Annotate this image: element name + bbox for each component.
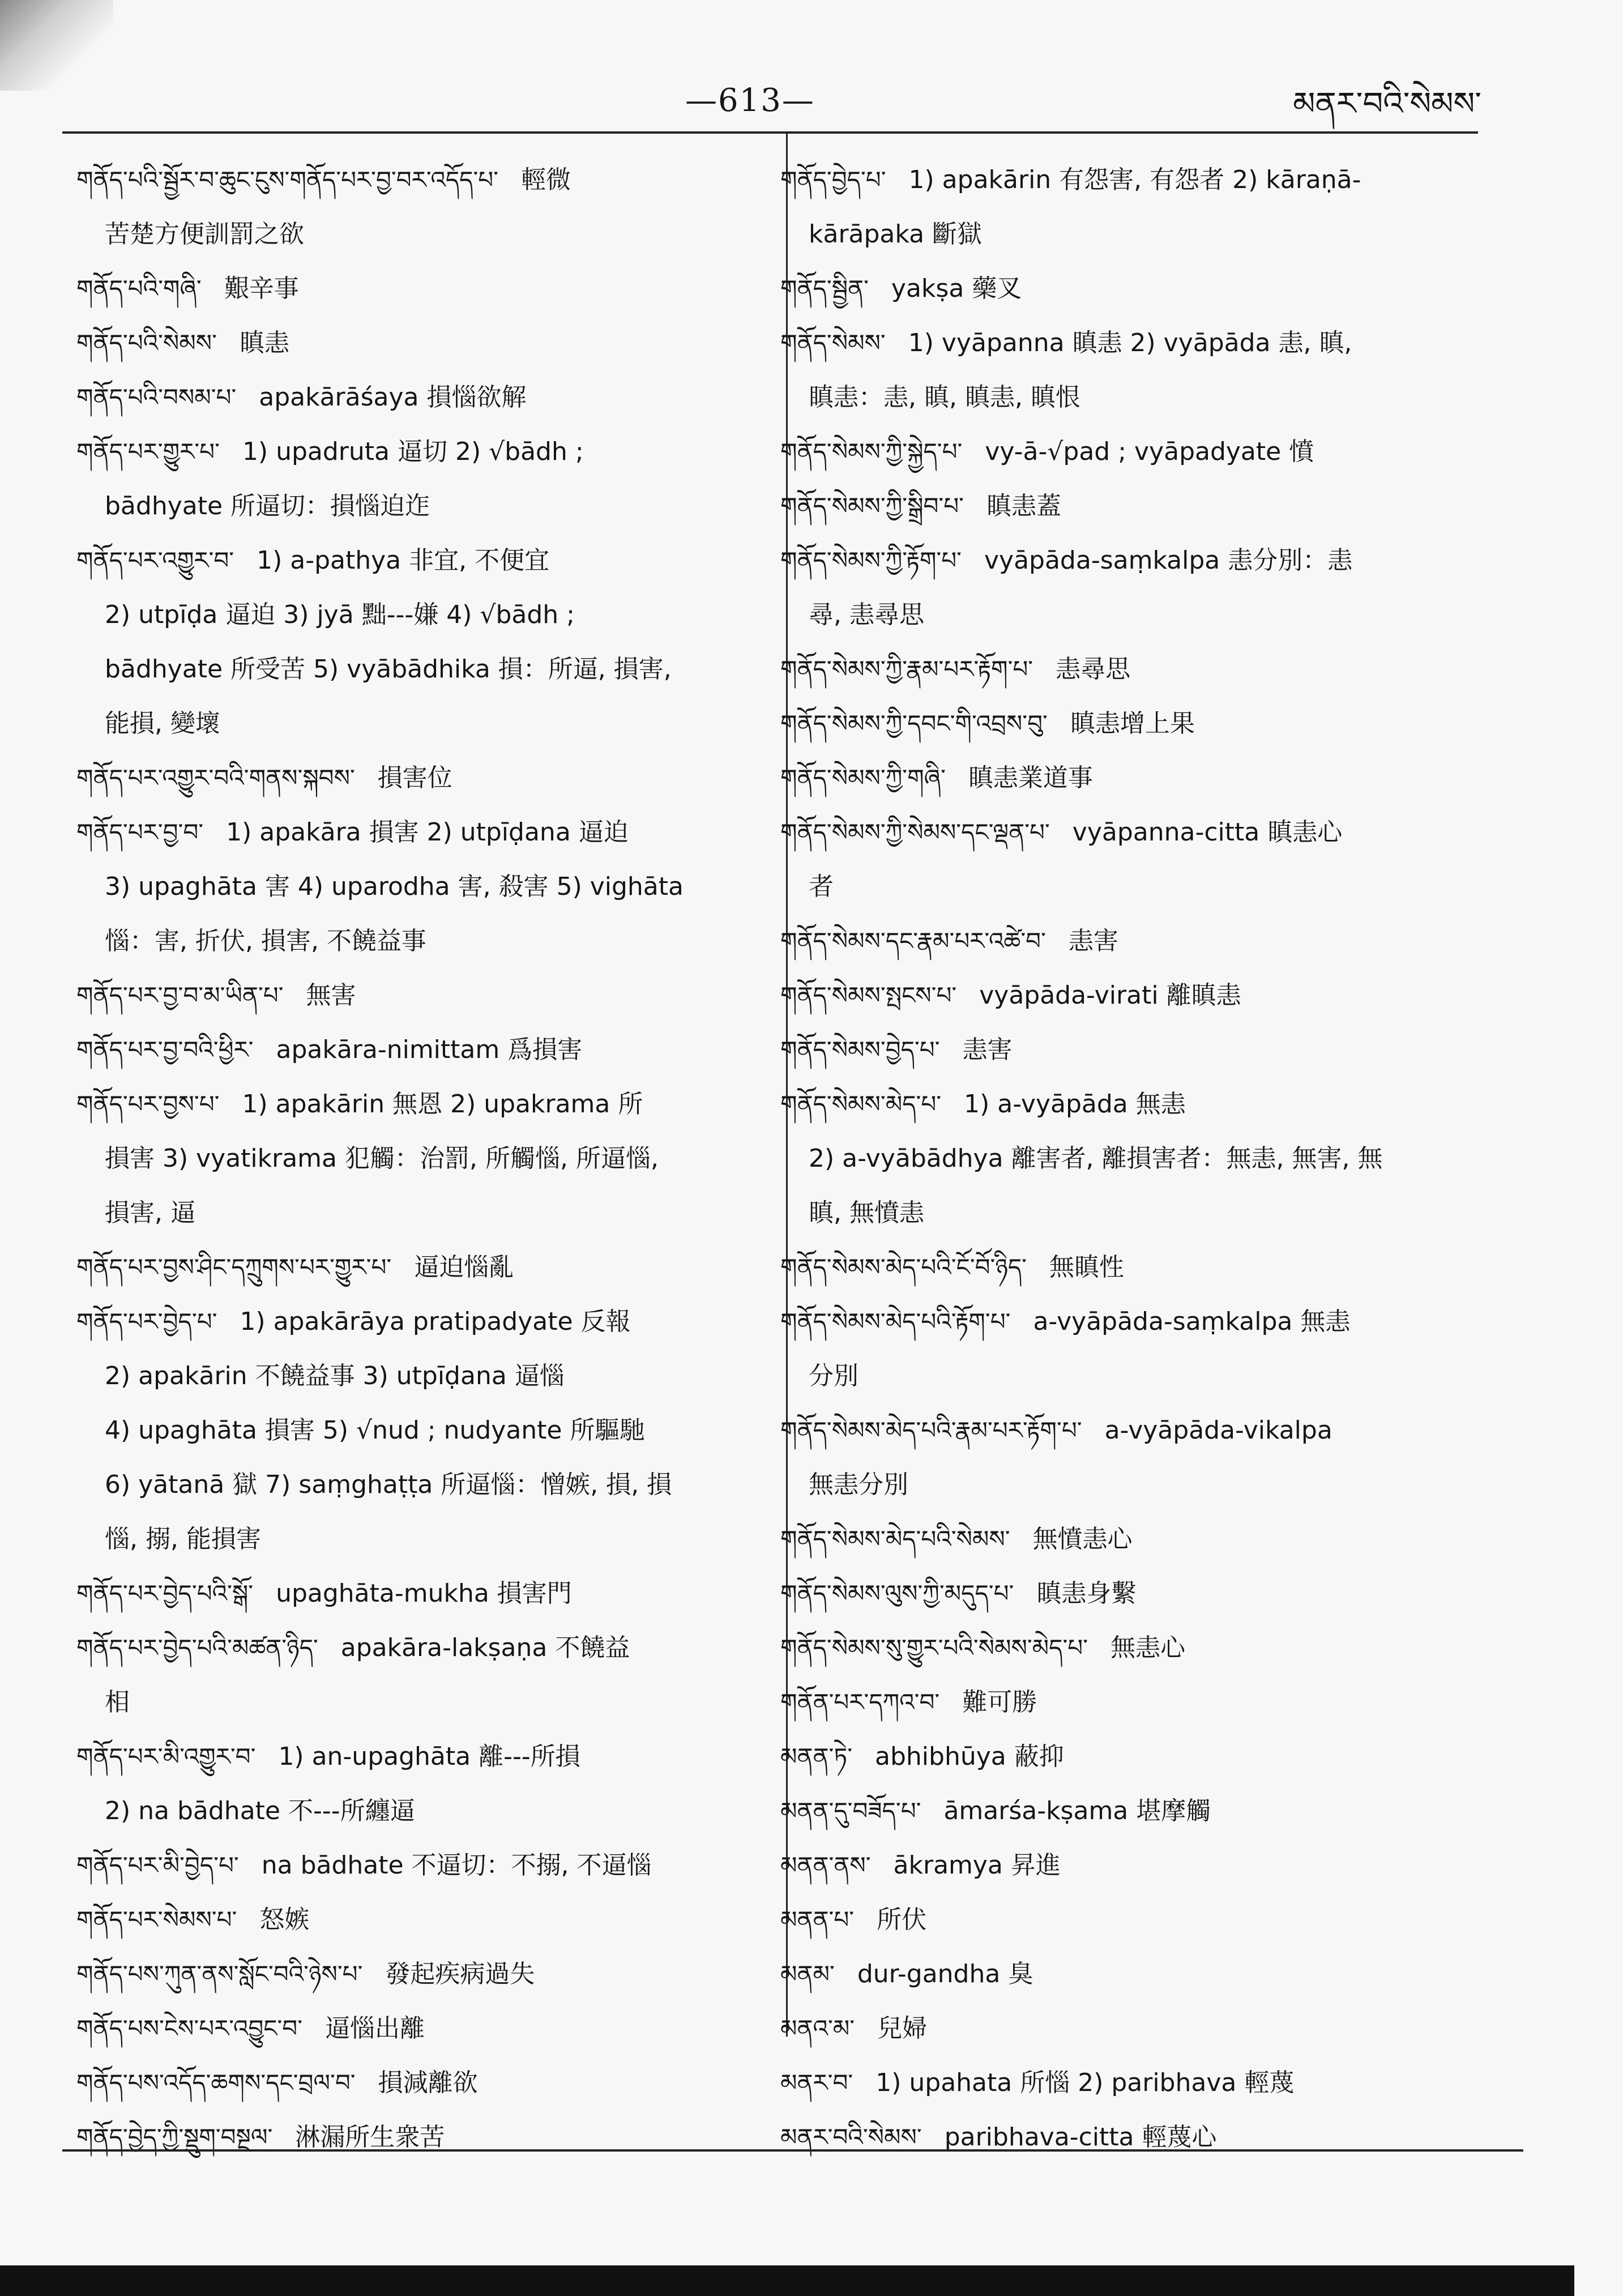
entry-first-line xyxy=(780,697,1477,751)
tibetan-headword: མནར་བ་ xyxy=(780,2069,853,2097)
entry-first-line xyxy=(780,1784,1477,1838)
definition-text: 1) vyāpanna 瞋恚 2) vyāpāda 恚, 瞋, xyxy=(908,328,1352,357)
tibetan-headword: གནོད་པར་གྱུར་པ་ xyxy=(76,438,220,466)
entry-first-line xyxy=(76,1240,773,1295)
entry-first-line xyxy=(76,1893,773,1947)
definition-text: 瞋恚：恚, 瞋, 瞋恚, 瞋恨 xyxy=(809,383,1080,412)
dictionary-entry xyxy=(76,1077,773,1240)
definition-text: apakāra-nimittam 爲損害 xyxy=(276,1035,583,1064)
tibetan-headword: གནོད་སེམས་དང་རྣམ་པར་འཚེ་བ་ xyxy=(780,927,1046,955)
tibetan-headword: གནོད་སེམས་ཀྱི་སེམས་དང་ལྡན་པ་ xyxy=(780,818,1050,846)
definition-text: 瞋恚業道事 xyxy=(968,763,1093,792)
entry-first-line xyxy=(780,316,1477,370)
entry-first-line xyxy=(780,1947,1477,2001)
entry-first-line xyxy=(780,479,1477,534)
definition-text: 1) an-upaghāta 離---所損 xyxy=(278,1742,580,1771)
tibetan-headword: གནོད་སེམས་མེད་པའི་རྟོག་པ་ xyxy=(780,1308,1011,1335)
definition-text: dur-gandha 臭 xyxy=(857,1960,1033,1988)
entry-first-line xyxy=(76,370,773,425)
dictionary-entry xyxy=(780,1621,1477,1675)
tibetan-headword: གནོད་པས་འདོད་ཆགས་དང་བྲལ་བ་ xyxy=(76,2069,356,2097)
definition-text: a-vyāpāda-vikalpa xyxy=(1104,1416,1332,1445)
entry-continuation-line xyxy=(780,1349,1477,1403)
page-header xyxy=(0,0,1623,147)
tibetan-headword: གནོད་པར་འགྱུར་བ་ xyxy=(76,547,234,574)
tibetan-headword: མནའ་མ་ xyxy=(780,2015,855,2042)
entry-first-line xyxy=(780,1567,1477,1621)
definition-text: 惱：害, 折伏, 損害, 不饒益事 xyxy=(105,927,426,955)
entry-first-line xyxy=(780,968,1477,1023)
entry-first-line xyxy=(780,1675,1477,1730)
tibetan-headword: གནོད་སེམས་ལུས་ཀྱི་མདུད་པ་ xyxy=(780,1580,1014,1607)
entry-first-line xyxy=(76,1567,773,1621)
definition-text: 淋漏所生衆苦 xyxy=(295,2123,445,2152)
dictionary-entry xyxy=(780,1077,1477,1240)
entry-continuation-line xyxy=(76,860,773,914)
footer-rule xyxy=(62,2149,1523,2152)
tibetan-headword: གནོད་པར་བྱ་བའི་ཕྱིར་ xyxy=(76,1036,254,1064)
dictionary-entry xyxy=(780,1512,1477,1567)
tibetan-headword: གནོད་སེམས་ཀྱི་དབང་གི་འབྲས་བུ་ xyxy=(780,710,1048,737)
tibetan-headword: གནོད་སེམས་ཀྱི་སྒྲིབ་པ་ xyxy=(780,492,964,520)
dictionary-entry xyxy=(76,262,773,316)
entry-continuation-line xyxy=(76,1132,773,1186)
entry-continuation-line xyxy=(76,1403,773,1458)
entry-first-line xyxy=(76,425,773,479)
entry-first-line xyxy=(76,1730,773,1784)
entry-first-line xyxy=(780,805,1477,860)
dictionary-entry xyxy=(76,425,773,534)
definition-text: bādhyate 所逼切：損惱迫迮 xyxy=(105,492,430,520)
definition-text: 無恚分別 xyxy=(809,1470,908,1499)
tibetan-headword: གནོད་སེམས་བྱེད་པ་ xyxy=(780,1036,940,1064)
entry-first-line xyxy=(780,534,1477,588)
definition-text: 無恚心 xyxy=(1111,1633,1186,1662)
tibetan-headword: མནམ་ xyxy=(780,1960,835,1988)
dictionary-entry xyxy=(780,479,1477,534)
entry-continuation-line xyxy=(780,1132,1477,1186)
dictionary-entry xyxy=(780,1567,1477,1621)
entry-first-line xyxy=(76,534,773,588)
dictionary-entry xyxy=(76,370,773,425)
dictionary-entry xyxy=(780,697,1477,751)
dictionary-entry xyxy=(780,1403,1477,1512)
definition-text: 1) apakārāya pratipadyate 反報 xyxy=(240,1307,631,1336)
tibetan-headword: མནན་ནས་ xyxy=(780,1851,871,1879)
definition-text: 相 xyxy=(105,1688,130,1717)
dictionary-entry xyxy=(76,1023,773,1077)
dictionary-entry xyxy=(76,1730,773,1838)
definition-text: 瞋恚身繫 xyxy=(1036,1579,1137,1608)
dictionary-entry xyxy=(76,1893,773,1947)
definition-text: paribhava-citta 輕蔑心 xyxy=(944,2123,1217,2152)
entry-continuation-line xyxy=(780,860,1477,914)
entry-continuation-line xyxy=(780,207,1477,262)
entry-first-line xyxy=(76,1295,773,1349)
entry-continuation-line xyxy=(76,479,773,534)
definition-text: 1) a-vyāpāda 無恚 xyxy=(964,1090,1186,1119)
tibetan-headword: གནོད་བྱེད་པ་ xyxy=(780,166,886,194)
dictionary-entry xyxy=(780,2110,1477,2165)
definition-text: 損減離欲 xyxy=(378,2068,478,2097)
left-column xyxy=(76,153,773,2165)
definition-text: 瞋恚增上果 xyxy=(1070,709,1195,738)
dictionary-entry xyxy=(780,1893,1477,1947)
tibetan-headword: མནན་དུ་བཟོད་པ་ xyxy=(780,1797,921,1825)
definition-text: bādhyate 所受苦 5) vyābādhika 損：所逼, 損害, xyxy=(105,655,672,684)
dictionary-entry xyxy=(76,1567,773,1621)
entry-continuation-line xyxy=(780,1458,1477,1512)
definition-text: 損害, 逼 xyxy=(105,1198,195,1227)
entry-first-line xyxy=(780,1512,1477,1567)
tibetan-headword: གནོད་པར་བྱེད་པའི་མཚན་ཉིད་ xyxy=(76,1634,318,1662)
entry-first-line xyxy=(780,1023,1477,1077)
definition-text: 瞋恚蓋 xyxy=(986,492,1061,520)
definition-text: 損害 3) vyatikrama 犯觸：治罰, 所觸惱, 所逼惱, xyxy=(105,1144,659,1173)
tibetan-headword: མནན་ཏེ་ xyxy=(780,1743,853,1770)
entry-continuation-line xyxy=(76,1349,773,1403)
tibetan-headword: གནོན་པར་དཀའ་བ་ xyxy=(780,1688,940,1716)
definition-text: 1) upahata 所惱 2) paribhava 輕蔑 xyxy=(875,2068,1295,2097)
entry-first-line xyxy=(780,1077,1477,1132)
definition-text: 1) upadruta 逼切 2) √bādh ; xyxy=(242,437,584,466)
entry-first-line xyxy=(76,2110,773,2165)
entry-continuation-line xyxy=(76,1784,773,1838)
dictionary-entry xyxy=(76,1621,773,1730)
tibetan-headword: གནོད་པས་ངེས་པར་འབྱུང་བ་ xyxy=(76,2015,303,2042)
entry-first-line xyxy=(780,2110,1477,2165)
definition-text: 怒嫉 xyxy=(259,1905,310,1934)
tibetan-headword: གནོད་སེམས་ཀྱི་སྐྱེད་པ་ xyxy=(780,438,963,466)
entry-first-line xyxy=(76,805,773,860)
dictionary-entry xyxy=(780,1947,1477,2001)
definition-text: 恚害 xyxy=(1068,927,1118,955)
dictionary-entry xyxy=(780,2056,1477,2110)
tibetan-headword: གནོད་པར་སེམས་པ་ xyxy=(76,1906,237,1934)
dictionary-entry xyxy=(780,262,1477,316)
tibetan-headword: གནོད་པར་བྱས་པ་ xyxy=(76,1090,220,1118)
definition-text: yakṣa 藥叉 xyxy=(891,274,1022,303)
definition-text: 所伏 xyxy=(877,1905,927,1934)
definition-text: 尋, 恚尋思 xyxy=(809,600,924,629)
dictionary-entry xyxy=(780,1023,1477,1077)
definition-text: 逼迫惱亂 xyxy=(414,1253,514,1282)
dictionary-entry xyxy=(780,2001,1477,2056)
entry-continuation-line xyxy=(780,588,1477,642)
dictionary-entry xyxy=(76,1838,773,1893)
definition-text: 6) yātanā 獄 7) saṃghaṭṭa 所逼惱：憎嫉, 損, 損 xyxy=(105,1470,672,1499)
dictionary-entry xyxy=(780,1730,1477,1784)
dictionary-entry xyxy=(76,153,773,262)
definition-text: 難可勝 xyxy=(962,1688,1037,1717)
tibetan-headword: གནོད་སེམས་སུ་གྱུར་པའི་སེམས་མེད་པ་ xyxy=(780,1634,1088,1662)
tibetan-headword: གནོད་སེམས་ཀྱི་རྣམ་པར་རྟོག་པ་ xyxy=(780,655,1033,683)
dictionary-entry xyxy=(780,316,1477,425)
entry-continuation-line xyxy=(780,370,1477,425)
definition-text: 苦楚方便訓罰之欲 xyxy=(105,220,304,249)
definition-text: 惱, 搦, 能損害 xyxy=(105,1525,261,1554)
tibetan-headword: གནོད་སེམས་སྤངས་པ་ xyxy=(780,981,957,1009)
dictionary-entry xyxy=(780,751,1477,805)
definition-text: vyāpanna-citta 瞋恚心 xyxy=(1072,818,1343,847)
dictionary-entry xyxy=(76,2001,773,2056)
entry-first-line xyxy=(780,425,1477,479)
dictionary-entry xyxy=(780,1838,1477,1893)
entry-first-line xyxy=(76,2056,773,2110)
entry-first-line xyxy=(780,2001,1477,2056)
entry-first-line xyxy=(76,751,773,805)
definition-text: 逼惱出離 xyxy=(325,2014,425,2043)
dictionary-entry xyxy=(76,1240,773,1295)
definition-text: 無憤恚心 xyxy=(1032,1525,1133,1554)
definition-text: āmarśa-kṣama 堪摩觸 xyxy=(943,1796,1211,1825)
entry-first-line xyxy=(780,642,1477,697)
dictionary-entry xyxy=(780,1675,1477,1730)
running-head: མནར་བའི་སེམས་ xyxy=(1293,86,1481,122)
tibetan-headword: གནོད་པའི་བསམ་པ་ xyxy=(76,383,237,411)
tibetan-headword: གནོད་པར་མི་བྱེད་པ་ xyxy=(76,1851,239,1879)
definition-text: upaghāta-mukha 損害門 xyxy=(276,1579,572,1608)
dictionary-entry xyxy=(780,968,1477,1023)
header-rule xyxy=(62,131,1478,134)
definition-text: 瞋恚 xyxy=(239,328,289,357)
tibetan-headword: གནོད་བྱེད་ཀྱི་སྡུག་བསྔལ་ xyxy=(76,2123,273,2151)
dictionary-entry xyxy=(780,914,1477,968)
entry-first-line xyxy=(780,914,1477,968)
definition-text: 1) apakārin 有怨害, 有怨者 2) kāraṇā- xyxy=(908,165,1361,194)
definition-text: vyāpāda-saṃkalpa 恚分別：恚 xyxy=(984,546,1353,575)
definition-text: kārāpaka 斷獄 xyxy=(809,220,983,249)
dictionary-entry xyxy=(76,1295,773,1567)
dictionary-entry xyxy=(76,968,773,1023)
scan-bottom-band xyxy=(0,2265,1574,2296)
definition-text: 能損, 變壞 xyxy=(105,709,220,738)
right-column xyxy=(780,153,1477,2165)
tibetan-headword: གནོད་པར་བྱེད་པ་ xyxy=(76,1308,217,1335)
definition-text: 艱辛事 xyxy=(224,274,299,303)
definition-text: ākramya 昇進 xyxy=(893,1851,1061,1880)
entry-first-line xyxy=(780,1240,1477,1295)
tibetan-headword: གནོད་པར་བྱ་བ་ xyxy=(76,818,204,846)
entry-first-line xyxy=(780,1403,1477,1458)
entry-first-line xyxy=(76,153,773,207)
dictionary-entry xyxy=(780,1295,1477,1403)
dictionary-entry xyxy=(780,425,1477,479)
tibetan-headword: གནོད་པར་བྱ་བ་མ་ཡིན་པ་ xyxy=(76,981,284,1009)
entry-first-line xyxy=(76,1621,773,1675)
entry-first-line xyxy=(780,1893,1477,1947)
entry-first-line xyxy=(780,1295,1477,1349)
tibetan-headword: མནར་བའི་སེམས་ xyxy=(780,2123,922,2151)
entry-first-line xyxy=(76,262,773,316)
dictionary-entry xyxy=(76,805,773,968)
definition-text: apakāra-lakṣaṇa 不饒益 xyxy=(340,1633,630,1662)
tibetan-headword: གནོད་སེམས་ཀྱི་རྟོག་པ་ xyxy=(780,547,962,574)
definition-text: apakārāśaya 損惱欲解 xyxy=(259,383,527,412)
tibetan-headword: གནོད་པའི་སྦྱོར་བ་ཆུང་ངུས་གནོད་པར་བྱ་བར་འདོད་པ་ xyxy=(76,166,499,194)
dictionary-entry xyxy=(76,2110,773,2165)
definition-text: 損害位 xyxy=(377,763,452,792)
dictionary-entry xyxy=(780,534,1477,642)
entry-first-line xyxy=(76,1023,773,1077)
entry-first-line xyxy=(780,751,1477,805)
tibetan-headword: མནན་པ་ xyxy=(780,1906,855,1934)
tibetan-headword: གནོད་པར་བྱེད་པའི་སྒོ་ xyxy=(76,1580,254,1607)
entry-continuation-line xyxy=(76,642,773,697)
entry-first-line xyxy=(780,1730,1477,1784)
definition-text: 分別 xyxy=(809,1362,859,1390)
definition-text: 無瞋性 xyxy=(1049,1253,1124,1282)
definition-text: na bādhate 不逼切：不搦, 不逼惱 xyxy=(261,1851,652,1880)
definition-text: 者 xyxy=(809,872,834,901)
definition-text: 恚害 xyxy=(962,1035,1013,1064)
tibetan-headword: གནོད་སྦྱིན་ xyxy=(780,275,869,302)
definition-text: vyāpāda-virati 離瞋恚 xyxy=(979,981,1241,1010)
entry-first-line xyxy=(76,1077,773,1132)
entry-continuation-line xyxy=(76,1675,773,1730)
definition-text: abhibhūya 蔽抑 xyxy=(875,1742,1064,1771)
entry-continuation-line xyxy=(780,1186,1477,1240)
definition-text: vy-ā-√pad ; vyāpadyate 憤 xyxy=(985,437,1314,466)
tibetan-headword: གནོད་པར་འགྱུར་བའི་གནས་སྐབས་ xyxy=(76,764,355,792)
definition-text: 瞋, 無憤恚 xyxy=(809,1198,924,1227)
definition-text: 1) apakāra 損害 2) utpīḍana 逼迫 xyxy=(226,818,629,847)
entry-continuation-line xyxy=(76,1186,773,1240)
dictionary-entry xyxy=(780,153,1477,262)
entry-first-line xyxy=(780,153,1477,207)
dictionary-entry xyxy=(780,642,1477,697)
definition-text: 兒婦 xyxy=(877,2014,928,2043)
entry-continuation-line xyxy=(76,207,773,262)
dictionary-entry xyxy=(76,751,773,805)
entry-first-line xyxy=(780,262,1477,316)
entry-continuation-line xyxy=(76,914,773,968)
entry-continuation-line xyxy=(76,1458,773,1512)
entry-first-line xyxy=(76,1947,773,2001)
tibetan-headword: གནོད་པའི་སེམས་ xyxy=(76,329,217,357)
page-number: —613— xyxy=(685,82,815,119)
entry-first-line xyxy=(780,1621,1477,1675)
definition-text: 無害 xyxy=(306,981,356,1010)
dictionary-entry xyxy=(780,1240,1477,1295)
definition-text: 恚尋思 xyxy=(1056,655,1131,684)
dictionary-entry xyxy=(76,1947,773,2001)
tibetan-headword: གནོད་པས་ཀུན་ནས་སློང་བའི་ཉེས་པ་ xyxy=(76,1960,363,1988)
tibetan-headword: གནོད་སེམས་མེད་པ་ xyxy=(780,1090,942,1118)
dictionary-entry xyxy=(780,805,1477,914)
dictionary-entry xyxy=(76,534,773,751)
entry-first-line xyxy=(76,968,773,1023)
entry-continuation-line xyxy=(76,1512,773,1567)
dictionary-entry xyxy=(76,316,773,370)
entry-first-line xyxy=(76,2001,773,2056)
entry-first-line xyxy=(76,1838,773,1893)
definition-text: 2) apakārin 不饒益事 3) utpīḍana 逼惱 xyxy=(105,1362,565,1390)
definition-text: 2) a-vyābādhya 離害者, 離損害者：無恚, 無害, 無 xyxy=(809,1144,1383,1173)
entry-continuation-line xyxy=(76,588,773,642)
definition-text: 4) upaghāta 損害 5) √nud ; nudyante 所驅馳 xyxy=(105,1416,645,1445)
definition-text: 2) utpīḍa 逼迫 3) jyā 黜---嫌 4) √bādh ; xyxy=(105,600,575,629)
entry-first-line xyxy=(780,1838,1477,1893)
tibetan-headword: གནོད་སེམས་མེད་པའི་ངོ་བོ་ཉིད་ xyxy=(780,1253,1027,1281)
definition-text: 1) a-pathya 非宜, 不便宜 xyxy=(257,546,550,575)
definition-text: 輕微 xyxy=(521,165,571,194)
dictionary-entry xyxy=(780,1784,1477,1838)
entry-first-line xyxy=(76,316,773,370)
dictionary-entry xyxy=(76,2056,773,2110)
definition-text: 發起疾病過失 xyxy=(385,1960,535,1988)
definition-text: 1) apakārin 無恩 2) upakrama 所 xyxy=(242,1090,643,1119)
tibetan-headword: གནོད་སེམས་ xyxy=(780,329,886,357)
tibetan-headword: གནོད་སེམས་མེད་པའི་རྣམ་པར་རྟོག་པ་ xyxy=(780,1416,1082,1444)
entry-first-line xyxy=(780,2056,1477,2110)
definition-text: 2) na bādhate 不---所纏逼 xyxy=(105,1796,415,1825)
tibetan-headword: གནོད་སེམས་མེད་པའི་སེམས་ xyxy=(780,1525,1010,1553)
tibetan-headword: གནོད་པའི་གཞི་ xyxy=(76,275,202,302)
definition-text: 3) upaghāta 害 4) uparodha 害, 殺害 5) vighāta xyxy=(105,872,684,901)
definition-text: a-vyāpāda-saṃkalpa 無恚 xyxy=(1033,1307,1351,1336)
tibetan-headword: གནོད་སེམས་ཀྱི་གཞི་ xyxy=(780,764,946,792)
tibetan-headword: གནོད་པར་བྱས་ཤིང་དཀྲུགས་པར་གྱུར་པ་ xyxy=(76,1253,392,1281)
entry-continuation-line xyxy=(76,697,773,751)
tibetan-headword: གནོད་པར་མི་འགྱུར་བ་ xyxy=(76,1743,256,1770)
